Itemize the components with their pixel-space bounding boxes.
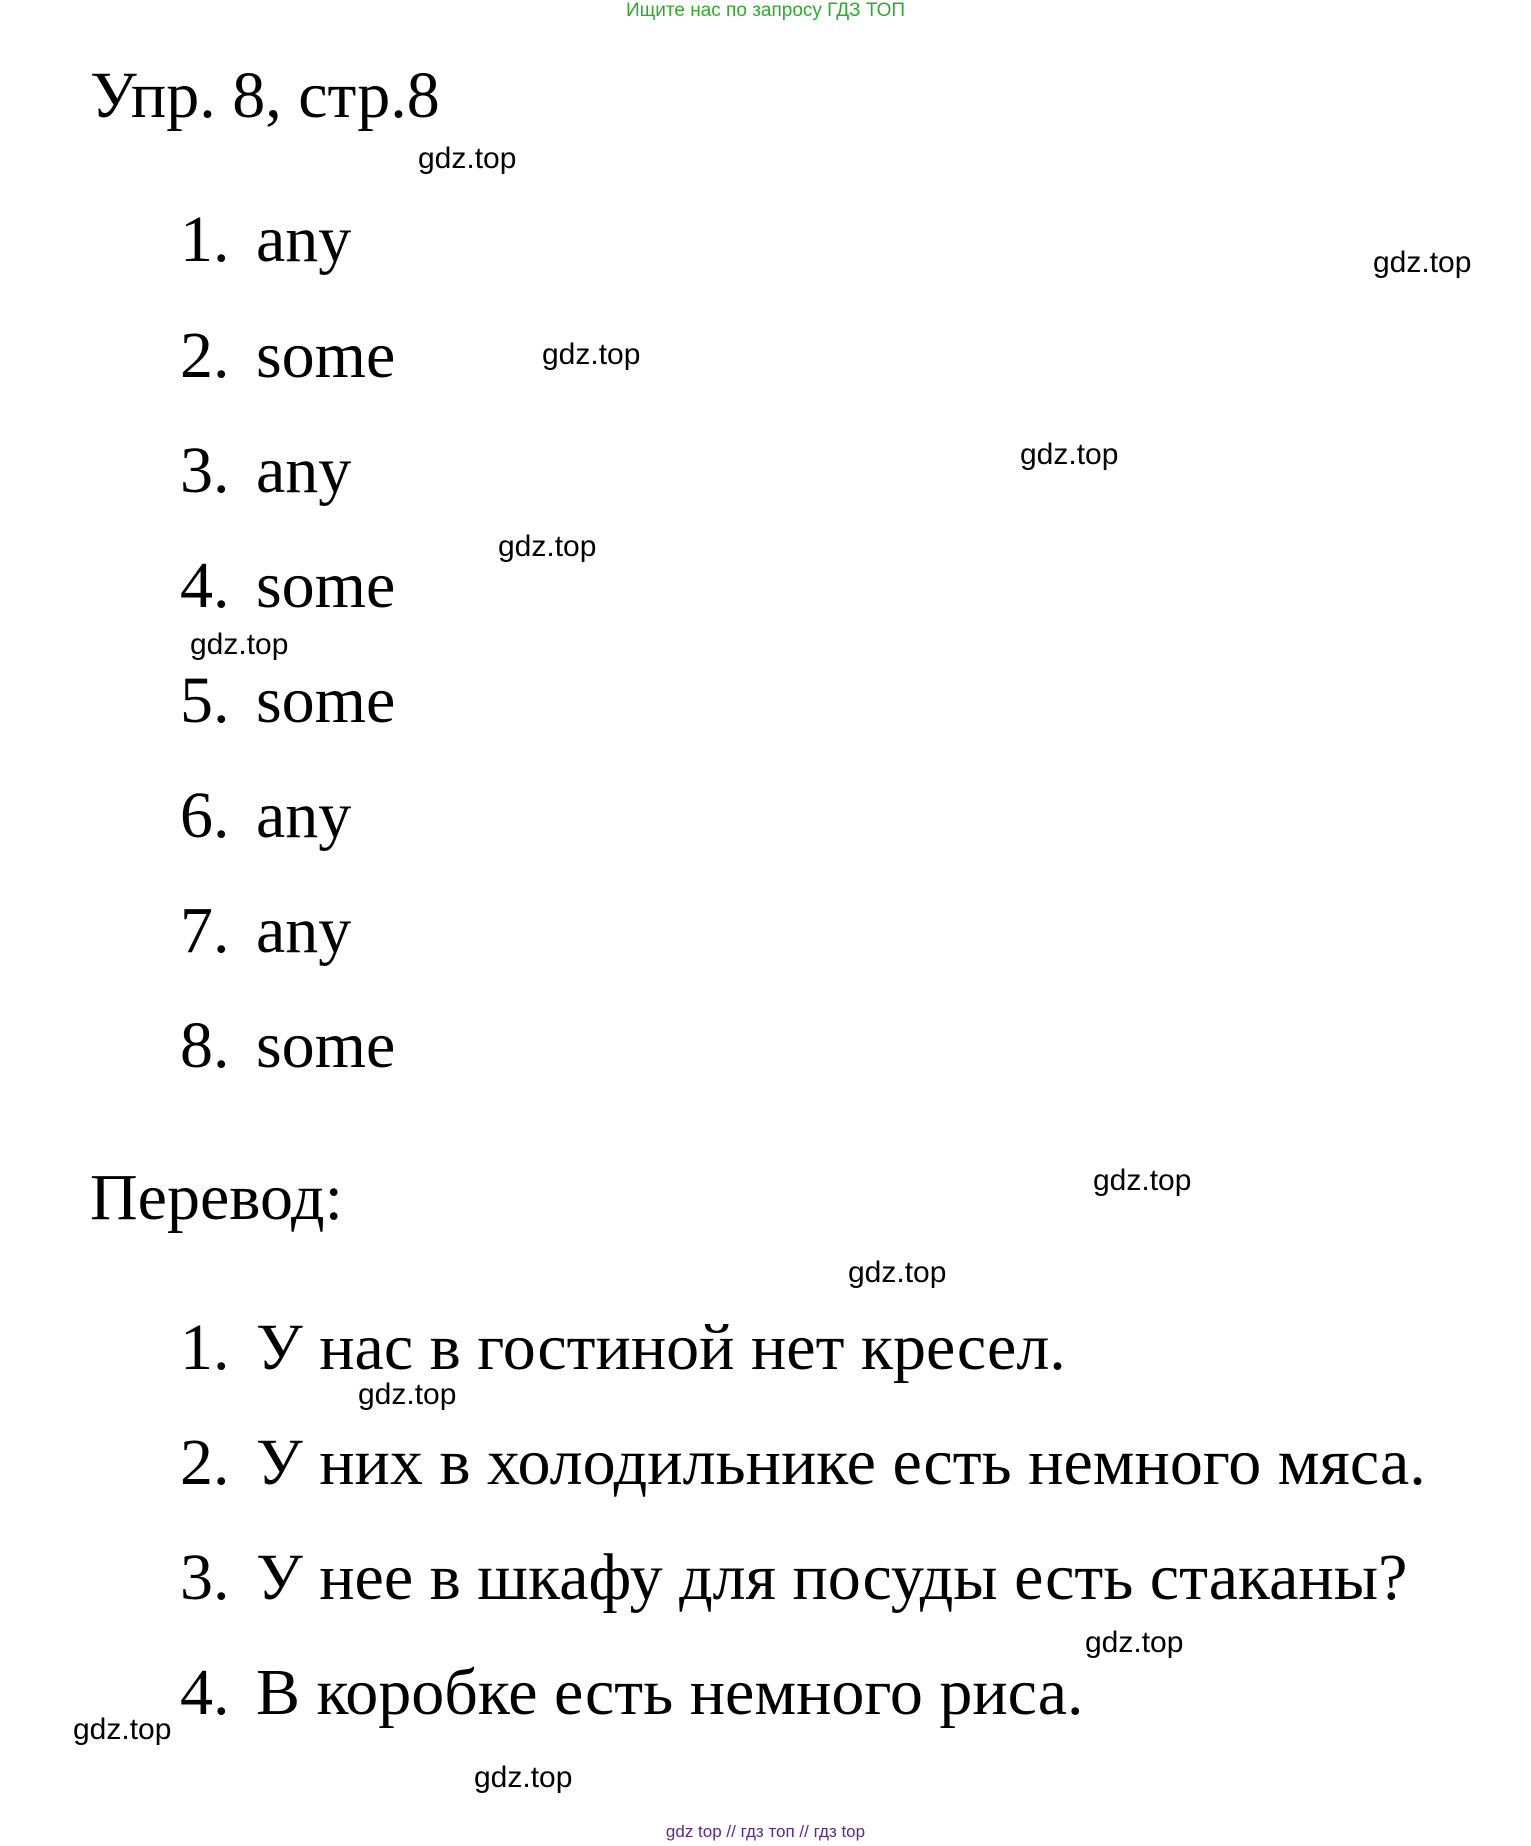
list-item	[180, 546, 395, 626]
item-number: 2.	[180, 1426, 230, 1499]
watermark: gdz.top	[1085, 1626, 1184, 1659]
item-text: some	[256, 549, 396, 622]
page-title: Упр. 8, стр.8	[90, 59, 440, 132]
item-number: 1.	[180, 203, 230, 276]
footer-links: gdz top // гдз топ // гдз top	[665, 1822, 866, 1841]
translation-heading: Перевод:	[90, 1161, 343, 1234]
watermark: gdz.top	[848, 1256, 947, 1289]
top-banner: Ищите нас по запросу ГДЗ ТОП	[625, 0, 906, 21]
item-number: 3.	[180, 434, 230, 507]
item-text: any	[256, 434, 352, 507]
watermark: gdz.top	[1373, 246, 1472, 279]
watermark: gdz.top	[358, 1378, 457, 1411]
watermark: gdz.top	[418, 142, 517, 175]
item-number: 8.	[180, 1009, 230, 1082]
item-number: 2.	[180, 319, 230, 392]
item-number: 1.	[180, 1311, 230, 1384]
list-item	[180, 1308, 1066, 1388]
watermark: gdz.top	[73, 1713, 172, 1746]
item-text: any	[256, 779, 352, 852]
item-text: У нас в гостиной нет кресел.	[256, 1311, 1066, 1384]
item-number: 4.	[180, 549, 230, 622]
item-number: 7.	[180, 894, 230, 967]
list-item	[180, 891, 351, 971]
list-item	[180, 200, 351, 280]
list-item	[180, 1006, 395, 1086]
item-number: 6.	[180, 779, 230, 852]
watermark: gdz.top	[474, 1761, 573, 1794]
list-item	[180, 316, 395, 396]
item-text: some	[256, 1009, 396, 1082]
item-number: 4.	[180, 1656, 230, 1729]
list-item	[180, 661, 395, 741]
item-text: any	[256, 894, 352, 967]
item-text: У нее в шкафу для посуды есть стаканы?	[256, 1541, 1408, 1614]
item-number: 5.	[180, 664, 230, 737]
list-item	[180, 776, 351, 856]
item-text: some	[256, 664, 396, 737]
item-number: 3.	[180, 1541, 230, 1614]
item-text: У них в холодильнике есть немного мяса.	[256, 1426, 1426, 1499]
watermark: gdz.top	[1093, 1164, 1192, 1197]
watermark: gdz.top	[1020, 438, 1119, 471]
watermark: gdz.top	[498, 530, 597, 563]
item-text: any	[256, 203, 352, 276]
list-item	[180, 1653, 1084, 1733]
item-text: В коробке есть немного риса.	[256, 1656, 1084, 1729]
watermark: gdz.top	[542, 338, 641, 371]
item-text: some	[256, 319, 396, 392]
watermark: gdz.top	[190, 628, 289, 661]
list-item	[180, 1538, 1407, 1618]
list-item	[180, 1423, 1426, 1503]
list-item	[180, 431, 351, 511]
